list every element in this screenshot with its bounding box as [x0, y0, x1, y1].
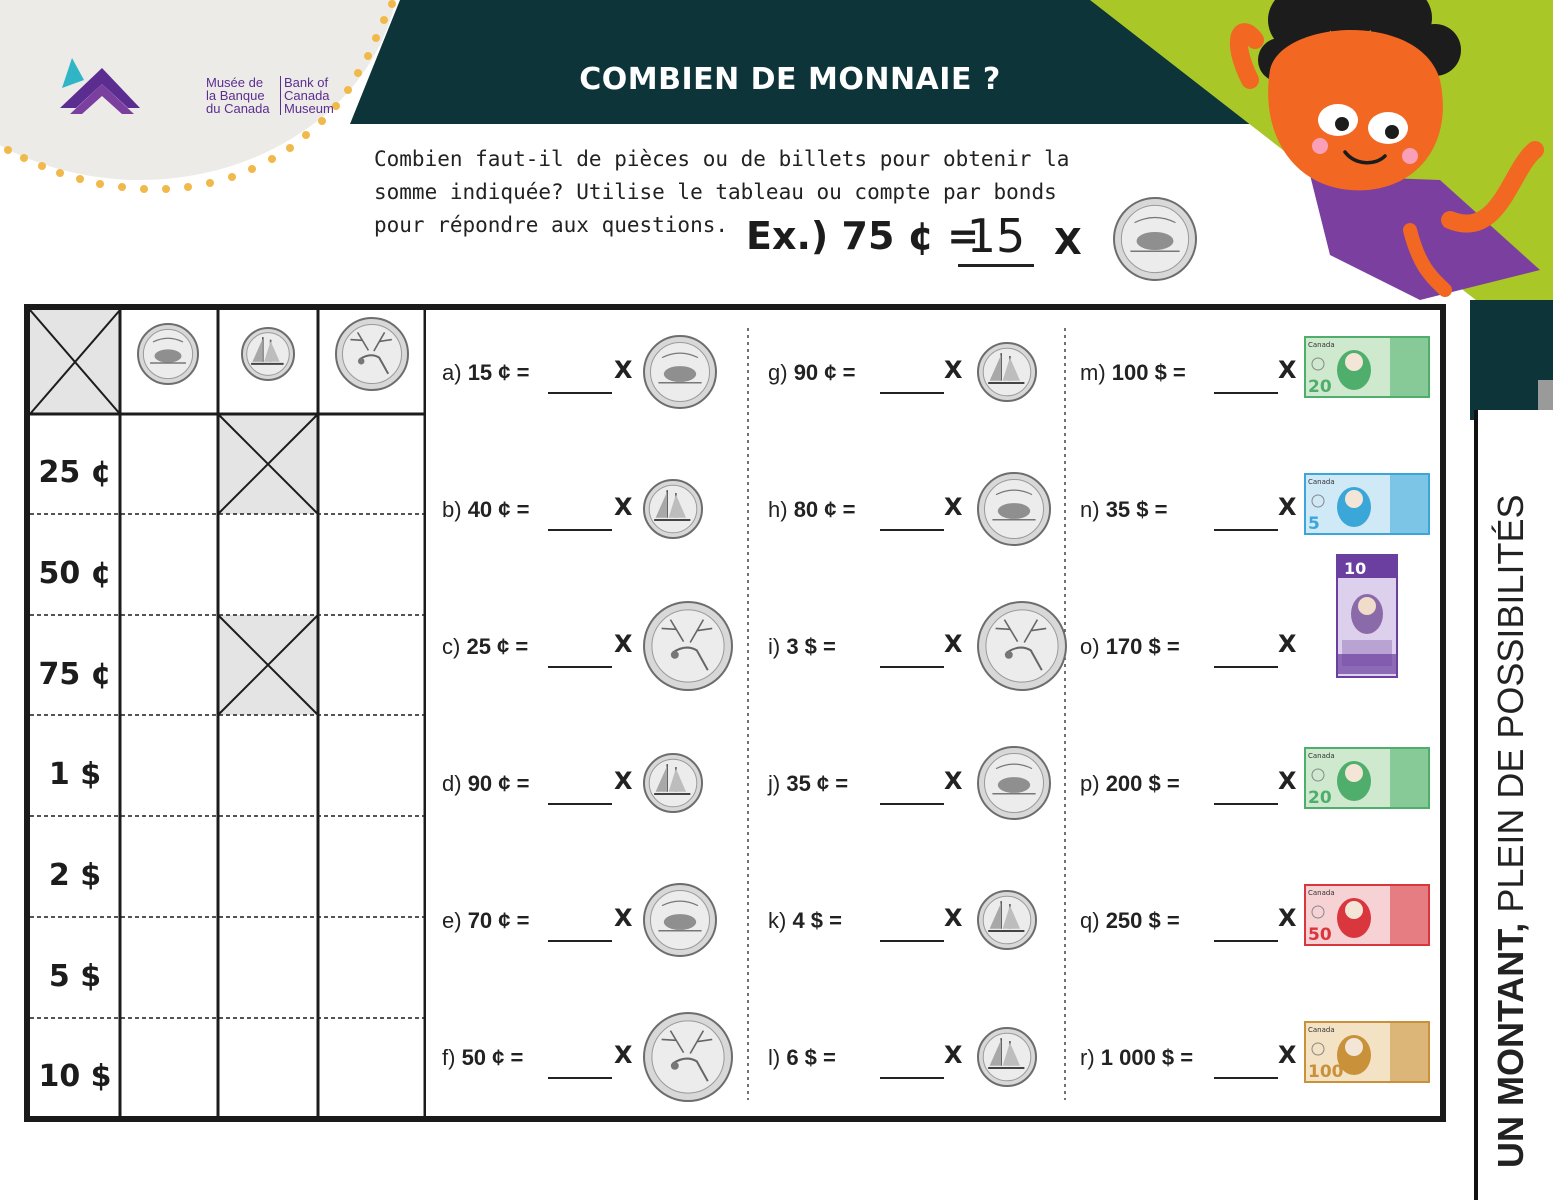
row-label: 1 $ [48, 757, 102, 792]
logo-text-fr: Musée de la Banque du Canada [206, 75, 270, 116]
mascot-icon [1210, 0, 1553, 300]
5-cent-coin-icon [976, 745, 1052, 821]
slogan [1490, 495, 1532, 1168]
25-cent-coin-icon [976, 600, 1068, 692]
answer-blank[interactable] [880, 940, 944, 942]
svg-text:Canada: Canada [1308, 341, 1335, 349]
times-symbol: X [944, 493, 963, 521]
times-symbol: X [614, 1041, 633, 1069]
table-header-25-cent-coin-icon [334, 316, 410, 392]
10-dollar-bill-icon [1336, 554, 1398, 678]
problem-l: l) 6 $ = [768, 1045, 836, 1070]
times-symbol: X [944, 630, 963, 658]
instructions-line: somme indiquée? Utilise le tableau ou compte par bonds [374, 180, 1057, 204]
answer-blank[interactable] [548, 666, 612, 668]
5-cent-coin-icon [642, 334, 718, 410]
answer-blank[interactable] [548, 1077, 612, 1079]
times-symbol: X [1278, 767, 1297, 795]
times-symbol: X [1278, 1041, 1297, 1069]
25-cent-coin-icon [642, 1011, 734, 1103]
problem-o: o) 170 $ = [1080, 634, 1180, 659]
table-header-10-cent-coin-icon [240, 326, 296, 382]
svg-text:5: 5 [1308, 514, 1320, 534]
svg-text:100: 100 [1308, 1062, 1344, 1082]
answer-blank[interactable] [1214, 1077, 1278, 1079]
row-label: 75 ¢ [38, 657, 112, 692]
slogan-regular: PLEIN DE POSSIBILITÉS [1490, 494, 1531, 923]
logo-text-en: Bank of Canada Museum [280, 76, 334, 115]
problem-b: b) 40 ¢ = [442, 497, 530, 522]
svg-text:20: 20 [1308, 377, 1332, 397]
times-symbol: X [1278, 630, 1297, 658]
column-dividers [740, 328, 1080, 1108]
problem-q: q) 250 $ = [1080, 908, 1180, 933]
10-cent-coin-icon [976, 341, 1038, 403]
10-cent-coin-icon [642, 752, 704, 814]
answer-blank[interactable] [1214, 803, 1278, 805]
instructions-line: pour répondre aux questions. [374, 213, 729, 237]
answer-blank[interactable] [548, 940, 612, 942]
times-symbol: X [614, 767, 633, 795]
problem-g: g) 90 ¢ = [768, 360, 856, 385]
problem-f: f) 50 ¢ = [442, 1045, 524, 1070]
table-header-5-cent-coin-icon [136, 322, 200, 386]
answer-blank[interactable] [880, 1077, 944, 1079]
answer-blank[interactable] [1214, 392, 1278, 394]
counting-table [30, 310, 426, 1116]
times-symbol: X [614, 630, 633, 658]
svg-text:10: 10 [1344, 559, 1367, 578]
times-symbol: X [1278, 356, 1297, 384]
100-dollar-bill-icon [1304, 1021, 1430, 1083]
problem-e: e) 70 ¢ = [442, 908, 530, 933]
5-cent-coin-icon [976, 471, 1052, 547]
problem-c: c) 25 ¢ = [442, 634, 529, 659]
example-coin-icon [1112, 196, 1198, 282]
instructions-line: Combien faut-il de pièces ou de billets pour obtenir la [374, 147, 1070, 171]
10-cent-coin-icon [642, 478, 704, 540]
svg-text:Canada: Canada [1308, 478, 1335, 486]
problem-p: p) 200 $ = [1080, 771, 1180, 796]
25-cent-coin-icon [642, 600, 734, 692]
problem-k: k) 4 $ = [768, 908, 842, 933]
times-symbol: X [614, 904, 633, 932]
row-label: 10 $ [38, 1059, 112, 1094]
answer-blank[interactable] [548, 803, 612, 805]
page-title: COMBIEN DE MONNAIE ? [579, 62, 1001, 97]
svg-text:Canada: Canada [1308, 1026, 1335, 1034]
example-x: X [1054, 222, 1082, 263]
museum-logo [58, 50, 334, 120]
answer-blank[interactable] [1214, 666, 1278, 668]
50-dollar-bill-icon [1304, 884, 1430, 946]
answer-blank[interactable] [548, 392, 612, 394]
svg-text:20: 20 [1308, 788, 1332, 808]
row-label: 25 ¢ [38, 455, 112, 490]
slogan-bold: UN MONTANT, [1490, 922, 1531, 1168]
20-dollar-bill-icon [1304, 336, 1430, 398]
row-label: 50 ¢ [38, 556, 112, 591]
problem-j: j) 35 ¢ = [768, 771, 849, 796]
10-cent-coin-icon [976, 1026, 1038, 1088]
times-symbol: X [944, 1041, 963, 1069]
times-symbol: X [944, 356, 963, 384]
row-label: 5 $ [48, 959, 102, 994]
times-symbol: X [614, 356, 633, 384]
svg-text:Canada: Canada [1308, 752, 1335, 760]
answer-blank[interactable] [548, 529, 612, 531]
problem-m: m) 100 $ = [1080, 360, 1186, 385]
problem-h: h) 80 ¢ = [768, 497, 856, 522]
times-symbol: X [1278, 493, 1297, 521]
problem-i: i) 3 $ = [768, 634, 836, 659]
problem-a: a) 15 ¢ = [442, 360, 530, 385]
example-answer: 15 [958, 208, 1034, 267]
times-symbol: X [1278, 904, 1297, 932]
times-symbol: X [944, 767, 963, 795]
5-dollar-bill-icon [1304, 473, 1430, 535]
problem-n: n) 35 $ = [1080, 497, 1168, 522]
problem-r: r) 1 000 $ = [1080, 1045, 1194, 1070]
logo-mark-icon [58, 50, 148, 120]
times-symbol: X [944, 904, 963, 932]
times-symbol: X [614, 493, 633, 521]
answer-blank[interactable] [880, 803, 944, 805]
answer-blank[interactable] [880, 392, 944, 394]
answer-blank[interactable] [880, 666, 944, 668]
svg-text:Canada: Canada [1308, 889, 1335, 897]
answer-blank[interactable] [1214, 940, 1278, 942]
answer-blank[interactable] [1214, 529, 1278, 531]
10-cent-coin-icon [976, 889, 1038, 951]
problem-d: d) 90 ¢ = [442, 771, 530, 796]
svg-text:50: 50 [1308, 925, 1332, 945]
row-label: 2 $ [48, 858, 102, 893]
5-cent-coin-icon [642, 882, 718, 958]
20-dollar-bill-icon [1304, 747, 1430, 809]
example-prefix: Ex.) 75 ¢ = [746, 214, 980, 258]
answer-blank[interactable] [880, 529, 944, 531]
